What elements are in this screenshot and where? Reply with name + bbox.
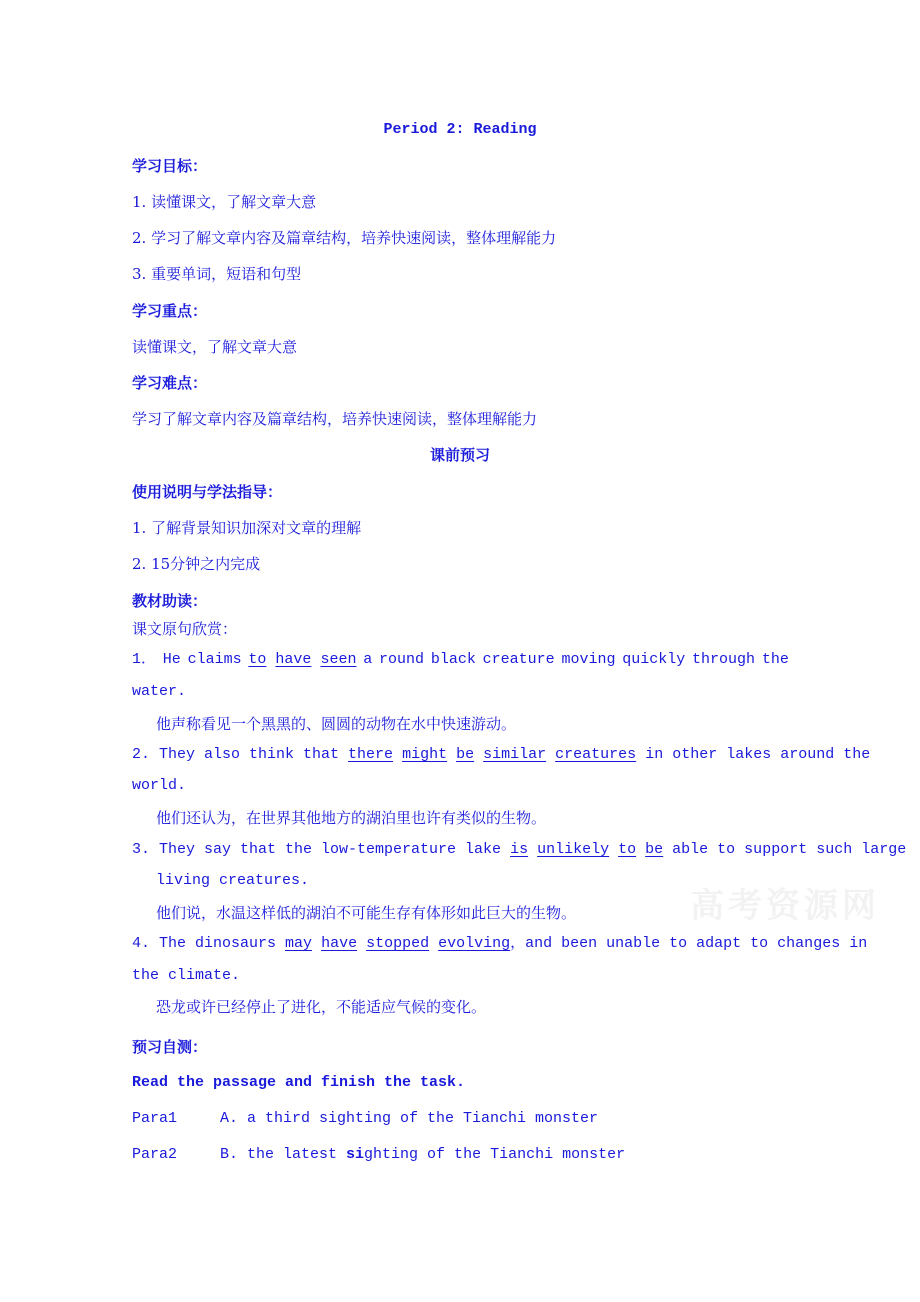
sentence-2-translation: 他们还认为，在世界其他地方的湖泊里也许有类似的生物。 <box>156 809 547 827</box>
underlined-phrase: to have seen <box>248 651 357 668</box>
sentence-4-continuation: the climate. <box>132 967 241 984</box>
difficulties-heading: 学习难点： <box>132 374 208 392</box>
para-option: B. the latest sighting of the Tianchi monster <box>220 1146 626 1163</box>
sentence-3-translation: 他们说，水温这样低的湖泊不可能生存有体形如此巨大的生物。 <box>156 904 577 922</box>
sentence-3: 3. They say that the low-temperature lake is unlikely to be able to support such large <box>132 841 907 858</box>
sentence-2: 2. They also think that there might be similar creatures in other lakes around the <box>132 746 871 763</box>
sentence-word: claims <box>187 651 242 668</box>
sentence-word: the <box>761 651 789 668</box>
preview-title: 课前预习 <box>429 446 490 464</box>
key-points-text: 读懂课文，了解文章大意 <box>132 338 298 356</box>
sentence-word: black <box>430 651 476 668</box>
instruction-item: 1. 了解背景知识加深对文章的理解 <box>132 519 362 537</box>
underlined-word: evolving <box>438 935 511 952</box>
self-test-heading: 预习自测： <box>132 1038 208 1056</box>
watermark: 高考资源网 <box>690 886 880 926</box>
page-title: Period 2: Reading <box>383 121 537 138</box>
underlined-word: creatures <box>555 746 637 763</box>
underlined-word: be <box>456 746 475 763</box>
sentence-word: round <box>379 651 425 668</box>
self-test-task: Read the passage and finish the task. <box>132 1074 466 1091</box>
sentence-1 <box>132 650 789 670</box>
key-points-heading: 学习重点： <box>132 302 208 320</box>
underlined-word: to <box>618 841 637 858</box>
sentence-word: 1． <box>132 651 157 668</box>
difficulties-text: 学习了解文章内容及篇章结构，培养快速阅读，整体理解能力 <box>132 410 538 428</box>
textbook-subheading: 课文原句欣赏： <box>132 620 238 638</box>
objective-item: 2. 学习了解文章内容及篇章结构，培养快速阅读，整体理解能力 <box>132 229 557 247</box>
sentence-word: He <box>162 651 181 668</box>
instruction-item: 2. 15分钟之内完成 <box>132 555 261 573</box>
instructions-heading: 使用说明与学法指导： <box>132 483 283 501</box>
underlined-word: stopped <box>366 935 430 952</box>
underlined-word: have <box>321 935 358 952</box>
underlined-word: unlikely <box>537 841 610 858</box>
para-option: A. a third sighting of the Tianchi monster <box>220 1110 599 1127</box>
sentence-4-translation: 恐龙或许已经停止了进化，不能适应气候的变化。 <box>156 998 487 1016</box>
sentence-word: creature <box>482 651 555 668</box>
sentence-2-continuation: world. <box>132 777 187 794</box>
underlined-word: might <box>402 746 448 763</box>
sentence-3-continuation: living creatures. <box>156 872 310 889</box>
sentence-1-continuation: water. <box>132 683 187 700</box>
underlined-word: may <box>285 935 313 952</box>
sentence-word: quickly <box>622 651 686 668</box>
underlined-word: there <box>348 746 394 763</box>
underlined-word: is <box>510 841 529 858</box>
sentence-word: a <box>363 651 373 668</box>
sentence-word: moving <box>561 651 616 668</box>
objective-item: 1. 读懂课文，了解文章大意 <box>132 193 317 211</box>
underlined-word: be <box>645 841 664 858</box>
para-label: Para2 <box>132 1146 178 1163</box>
para-label: Para1 <box>132 1110 178 1127</box>
objectives-heading: 学习目标： <box>132 157 208 175</box>
textbook-heading: 教材助读： <box>132 592 208 610</box>
sentence-1-translation: 他声称看见一个黑黑的、圆圆的动物在水中快速游动。 <box>156 715 517 733</box>
objective-item: 3. 重要单词，短语和句型 <box>132 265 302 283</box>
underlined-word: similar <box>483 746 547 763</box>
sentence-word: through <box>692 651 756 668</box>
sentence-4: 4. The dinosaurs may have stopped evolving，and been unable to adapt to changes in <box>132 935 868 952</box>
